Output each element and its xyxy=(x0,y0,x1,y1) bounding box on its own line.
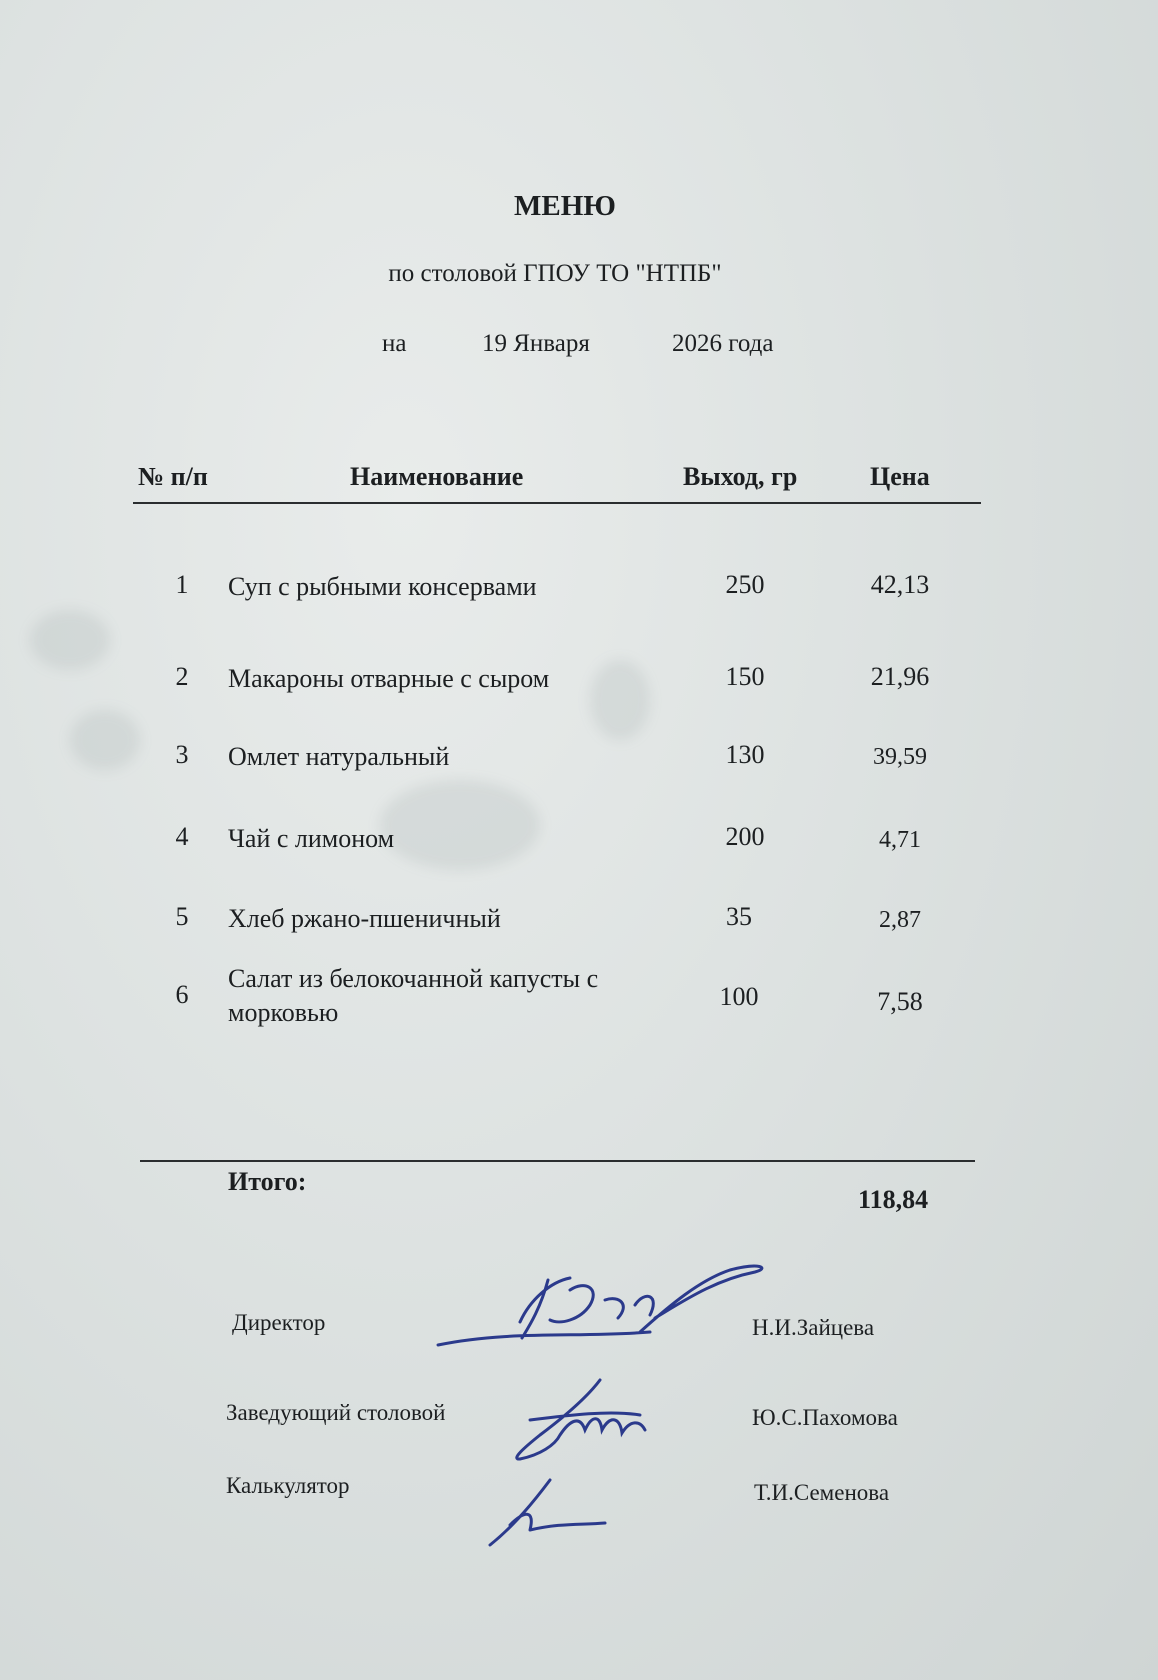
row-number: 3 xyxy=(175,740,189,769)
row-name: Хлеб ржано-пшеничный xyxy=(228,904,501,933)
row-yield: 150 xyxy=(725,662,765,691)
row-number: 5 xyxy=(175,902,189,931)
date-prefix: на xyxy=(382,330,407,357)
row-yield: 250 xyxy=(725,570,765,599)
date-year: 2026 года xyxy=(672,330,774,357)
signature-name-canteen-head: Ю.С.Пахомова xyxy=(752,1405,898,1430)
total-label: Итого: xyxy=(228,1167,307,1196)
signature-role-canteen-head: Заведующий столовой xyxy=(226,1400,446,1425)
signature-name-calculator: Т.И.Семенова xyxy=(754,1480,890,1505)
total-rule xyxy=(140,1160,975,1162)
row-number: 1 xyxy=(175,570,189,599)
signature-role-director: Директор xyxy=(232,1310,326,1335)
row-price: 42,13 xyxy=(870,570,930,599)
row-price: 2,87 xyxy=(879,907,921,933)
document-subtitle: по столовой ГПОУ ТО "НТПБ" xyxy=(388,260,722,287)
row-number: 6 xyxy=(175,980,189,1009)
row-price: 21,96 xyxy=(870,662,930,691)
row-price: 7,58 xyxy=(877,987,923,1016)
signature-mark-canteen-head xyxy=(500,1375,660,1465)
header-rule xyxy=(133,502,981,504)
total-value: 118,84 xyxy=(858,1185,929,1214)
row-name: Омлет натуральный xyxy=(228,742,450,771)
row-yield: 200 xyxy=(725,822,765,851)
column-header-number: № п/п xyxy=(138,462,208,491)
row-yield: 35 xyxy=(726,902,752,931)
row-yield: 130 xyxy=(725,740,765,769)
row-name: Салат из белокочанной капусты с морковью xyxy=(228,964,599,1027)
column-header-yield: Выход, гр xyxy=(683,462,798,491)
row-name: Макароны отварные с сыром xyxy=(228,664,550,693)
paper-stain xyxy=(30,610,110,670)
row-name: Чай с лимоном xyxy=(228,824,395,853)
signature-name-director: Н.И.Зайцева xyxy=(752,1315,875,1340)
column-header-price: Цена xyxy=(870,462,930,491)
row-number: 2 xyxy=(175,662,189,691)
row-price: 4,71 xyxy=(879,827,921,853)
row-price: 39,59 xyxy=(873,744,927,770)
column-header-name: Наименование xyxy=(350,462,524,491)
row-name: Суп с рыбными консервами xyxy=(228,572,537,601)
row-number: 4 xyxy=(175,822,189,851)
paper-stain xyxy=(70,710,140,770)
signature-mark-director xyxy=(430,1260,770,1360)
date-day-month: 19 Января xyxy=(482,330,590,357)
row-yield: 100 xyxy=(719,982,759,1011)
document-title: МЕНЮ xyxy=(514,190,616,222)
signature-mark-calculator xyxy=(480,1475,610,1555)
signature-role-calculator: Калькулятор xyxy=(226,1473,350,1498)
